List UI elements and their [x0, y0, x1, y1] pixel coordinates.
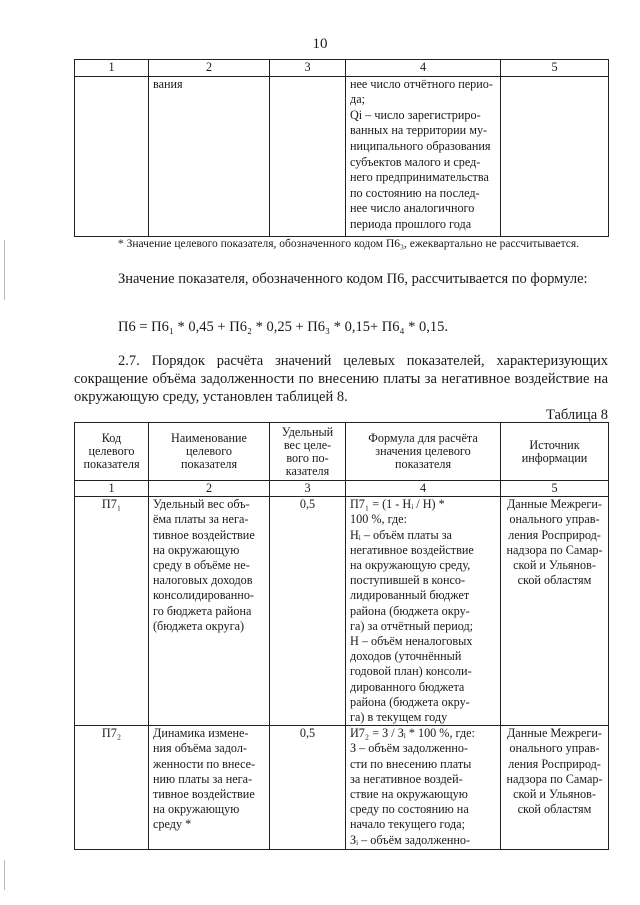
row-code: П7₂: [75, 726, 149, 850]
header-weight: Удельный вес целе- вого по- казателя: [270, 423, 346, 481]
paragraph-section-2-7: 2.7. Порядок расчёта значений целевых показателей, характеризующих сокращение объёма задолженности по внесению платы за негативное воздействие на окружающую среду, установлен таблицей 8.: [74, 353, 608, 405]
table-caption: Таблица 8: [545, 407, 608, 423]
table-row: [75, 497, 609, 726]
formula: П6 = П6₁ * 0,45 + П6₂ * 0,25 + П6₃ * 0,15+ П6₄ * 0,15.: [118, 319, 449, 335]
column-number-row: [75, 481, 609, 497]
scan-margin-mark: [4, 860, 5, 890]
col-number: 4: [346, 60, 501, 77]
row-weight: 0,5: [270, 726, 346, 850]
row-source: Данные Межреги- онального управ- ления Росприрод- надзора по Самар- ской и Ульянов- ской областям: [501, 497, 609, 726]
row-formula: П7₁ = (1 - Нᵢ / Н) * 100 %, где: Нᵢ – объём платы за негативное воздействие на окружающую среду, поступившей в консо- лидированный бюджет района (бюджета окру- га) за отчётный период; Н – объём неналоговых доходов (уточнённый годовой план) консоли- дированного бюджета района (бюджета окру- га) в текущем году: [346, 497, 501, 726]
col-number: 5: [501, 481, 609, 497]
page-number: 10: [312, 36, 328, 52]
table-row: [75, 726, 609, 850]
footnote: * Значение целевого показателя, обозначенного кодом П6₃, ежеквартально не рассчитывается.: [118, 238, 580, 250]
table-8: [74, 422, 609, 850]
header-code: Код целевого показателя: [75, 423, 149, 481]
col-number: 5: [501, 60, 609, 77]
table-cell: нее число отчётного перио- да; Qi – число зарегистриро- ванных на территории му- ниципального образования субъектов малого и сред- него предпринимательства по состоянию на послед- нее число аналогичного периода прошлого года: [346, 76, 501, 236]
header-source: Источник информации: [501, 423, 609, 481]
col-number: 1: [75, 481, 149, 497]
row-name: Динамика измене- ния объёма задол- женности по внесе- нию платы за нега- тивное воздействие на окружающую среду *: [149, 726, 270, 850]
col-number: 2: [149, 60, 270, 77]
column-number-row: [75, 60, 609, 77]
row-code: П7₁: [75, 497, 149, 726]
table-cell: [501, 76, 609, 236]
scan-margin-mark: [4, 240, 5, 300]
row-weight: 0,5: [270, 497, 346, 726]
row-formula: И7₂ = З / Зᵢ * 100 %, где: З – объём задолженно- сти по внесению платы за негативное воздей- ствие на окружающую среду по состоянию на начало текущего года; Зᵢ – объём задолженно-: [346, 726, 501, 850]
table-cell: [75, 76, 149, 236]
col-number: 3: [270, 60, 346, 77]
table-cell: [270, 76, 346, 236]
table-row: [75, 76, 609, 236]
row-source: Данные Межреги- онального управ- ления Росприрод- надзора по Самар- ской и Ульянов- ской областям: [501, 726, 609, 850]
paragraph-formula-intro: Значение показателя, обозначенного кодом П6, рассчитывается по формуле:: [118, 271, 588, 287]
col-number: 4: [346, 481, 501, 497]
col-number: 1: [75, 60, 149, 77]
row-name: Удельный вес объ- ёма платы за нега- тивное воздействие на окружающую среду в объёме не- налоговых доходов консолидированно- го бюджета района (бюджета округа): [149, 497, 270, 726]
header-name: Наименование целевого показателя: [149, 423, 270, 481]
table-header-row: [75, 423, 609, 481]
col-number: 2: [149, 481, 270, 497]
table-cell: вания: [149, 76, 270, 236]
col-number: 3: [270, 481, 346, 497]
continued-table: [74, 59, 609, 237]
header-formula: Формула для расчёта значения целевого показателя: [346, 423, 501, 481]
